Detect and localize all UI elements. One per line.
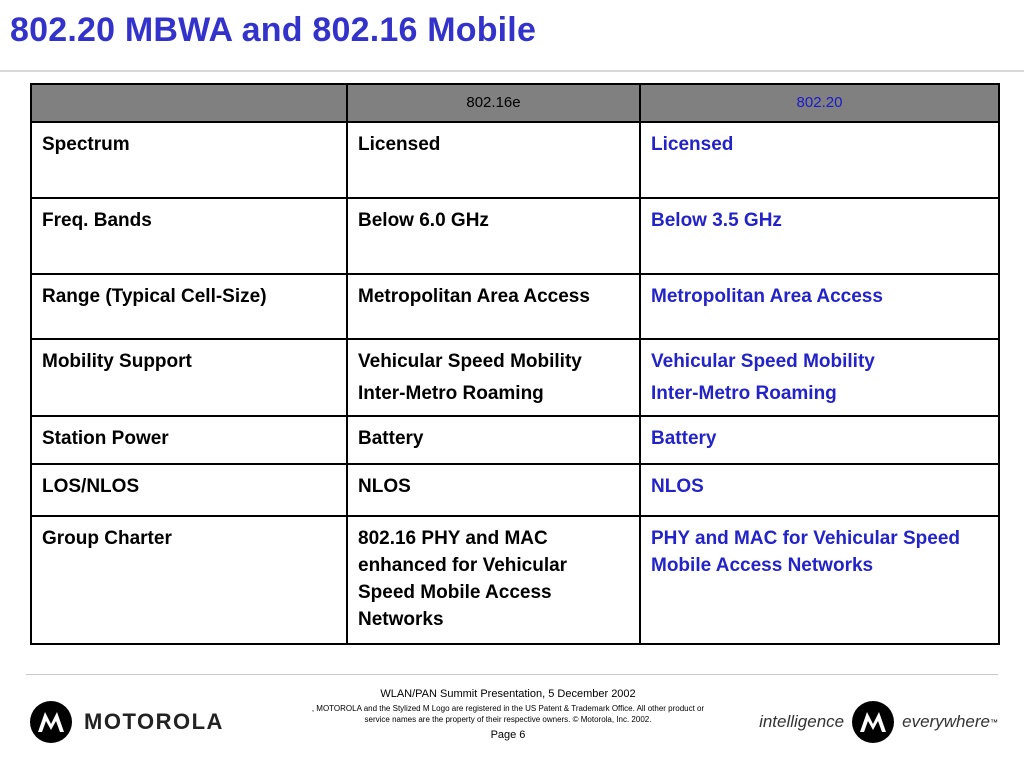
footer-divider (26, 674, 998, 675)
table-header-row (31, 84, 999, 122)
cell-text: Below 3.5 GHz (651, 210, 782, 231)
table-row (31, 339, 999, 416)
cell-80216e (347, 274, 640, 339)
cell-text: Licensed (358, 134, 441, 155)
tagline-left: intelligence (759, 712, 845, 731)
motorola-logo (30, 700, 224, 744)
row-label: Range (Typical Cell-Size) (31, 274, 347, 339)
cell-text: Metropolitan Area Access (358, 286, 590, 307)
cell-80216e (347, 464, 640, 516)
cell-80216e (347, 516, 640, 644)
cell-80220 (640, 516, 999, 644)
table-row (31, 198, 999, 274)
table-row (31, 416, 999, 464)
cell-text: Metropolitan Area Access (651, 286, 883, 307)
row-label: Mobility Support (31, 339, 347, 416)
brand-name: MOTOROLA (84, 709, 224, 734)
cell-80220 (640, 464, 999, 516)
trademark-mark: ™ (990, 717, 998, 727)
header-cell-empty (31, 84, 347, 122)
cell-text: NLOS (651, 476, 704, 497)
row-label: Station Power (31, 416, 347, 464)
cell-text: Battery (358, 428, 424, 449)
cell-text: Inter-Metro Roaming (651, 383, 837, 404)
cell-80220 (640, 122, 999, 198)
row-label: Spectrum (31, 122, 347, 198)
cell-80216e (347, 339, 640, 416)
row-label: LOS/NLOS (31, 464, 347, 516)
table-row (31, 274, 999, 339)
row-label: Group Charter (31, 516, 347, 644)
tagline-logo (759, 700, 998, 744)
cell-80216e (347, 198, 640, 274)
table-row (31, 122, 999, 198)
cell-80220 (640, 274, 999, 339)
footer-text (300, 687, 716, 742)
header-cell-80220: 802.20 (640, 84, 999, 122)
page-number: Page 6 (490, 729, 526, 741)
cell-text: Vehicular Speed Mobility (651, 351, 875, 372)
motorola-m-logo-icon (852, 701, 894, 743)
slide-title: 802.20 MBWA and 802.16 Mobile (10, 11, 537, 49)
table-row (31, 516, 999, 644)
row-label: Freq. Bands (31, 198, 347, 274)
cell-text: Licensed (651, 134, 734, 155)
cell-text: PHY and MAC for Vehicular Speed Mobile Access Networks (651, 528, 961, 576)
cell-80220 (640, 198, 999, 274)
cell-text: Battery (651, 428, 717, 449)
cell-text: Inter-Metro Roaming (358, 383, 544, 404)
table-row (31, 464, 999, 516)
cell-text: Vehicular Speed Mobility (358, 351, 582, 372)
comparison-table (30, 83, 1000, 645)
cell-text: NLOS (358, 476, 411, 497)
title-divider (0, 70, 1024, 72)
motorola-m-logo-icon (30, 701, 72, 743)
header-cell-80216e: 802.16e (347, 84, 640, 122)
cell-text: 802.16 PHY and MAC enhanced for Vehicular Speed Mobile Access Networks (358, 528, 568, 630)
cell-80216e (347, 416, 640, 464)
cell-text: Below 6.0 GHz (358, 210, 489, 231)
footer-legal-line: , MOTOROLA and the Stylized M Logo are registered in the US Patent & Trademark Office. All other product or service names are the property of their respective owners. © Motorola, Inc. 2002. (311, 704, 705, 724)
cell-80220 (640, 339, 999, 416)
cell-80216e (347, 122, 640, 198)
cell-80220 (640, 416, 999, 464)
footer-event-line: WLAN/PAN Summit Presentation, 5 December 2002 (380, 688, 636, 700)
tagline-right: everywhere (902, 712, 990, 731)
